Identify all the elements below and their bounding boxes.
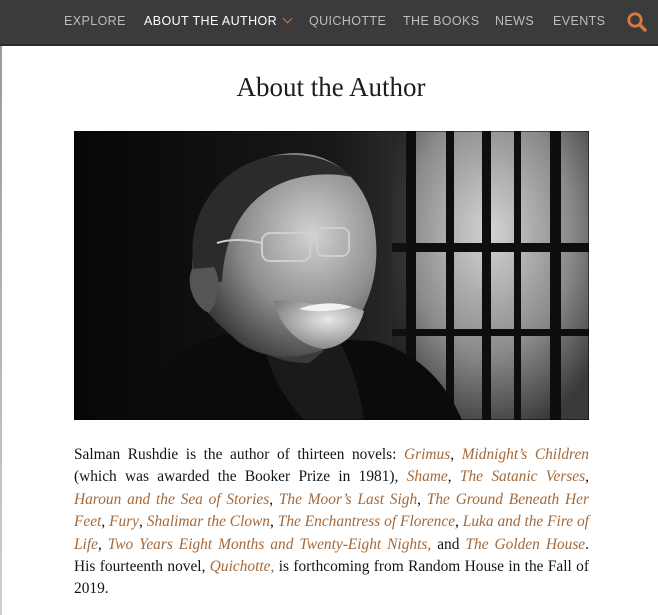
book-link-the-satanic-verses[interactable]: The Satanic Verses — [459, 468, 586, 486]
nav-item-quichotte[interactable]: QUICHOTTE — [309, 14, 387, 28]
book-link-the-golden-house[interactable]: The Golden House — [465, 535, 586, 553]
search-button[interactable] — [625, 10, 651, 34]
book-link-the-moors-last-sigh[interactable]: The Moor’s Last Sigh — [278, 490, 418, 508]
bio-text: Salman Rushdie is the author of thirteen novels: — [74, 446, 405, 463]
bio-text: and — [431, 535, 466, 553]
book-link-haroun-and-the-sea-of-stories[interactable]: Haroun and the Sea of Stories — [74, 490, 270, 508]
bio-text: , — [101, 513, 110, 531]
book-link-luka-and-the-fire-of-life[interactable]: Luka and the Fire of Life — [74, 513, 589, 553]
book-link-two-years-eight-months[interactable]: Two Years Eight Months and Twenty-Eight Nights, — [107, 535, 432, 553]
page-title: About the Author — [236, 72, 426, 102]
nav-item-the-books[interactable]: THE BOOKS — [403, 14, 480, 28]
nav-item-about-the-author[interactable] — [144, 0, 291, 44]
bio-text: is forthcoming from Random House in the Fall of 2019. — [74, 558, 589, 598]
book-link-midnights-children[interactable]: Midnight’s Children — [461, 446, 589, 463]
nav-item-news[interactable]: NEWS — [495, 14, 535, 28]
bio-text: , — [450, 446, 462, 463]
page-left-edge — [0, 46, 2, 615]
nav-item-events[interactable]: EVENTS — [553, 14, 606, 28]
bio-text: , — [270, 513, 278, 531]
bio-text: , — [269, 490, 279, 508]
search-icon — [625, 10, 651, 34]
top-navigation-bar — [0, 0, 658, 46]
author-bio — [74, 444, 589, 601]
book-link-shame[interactable]: Shame — [406, 468, 448, 486]
bio-text: . His fourteenth novel, — [74, 535, 590, 576]
book-link-quichotte[interactable]: Quichotte, — [209, 558, 275, 576]
book-link-the-ground-beneath-her-feet[interactable]: The Ground Beneath Her Feet — [74, 490, 589, 531]
bio-text: , — [447, 468, 460, 486]
author-photo — [74, 131, 589, 420]
bio-text: , — [585, 468, 589, 486]
bio-text: , — [455, 513, 463, 531]
book-link-the-enchantress-of-florence[interactable]: The Enchantress of Florence — [277, 513, 456, 531]
nav-item-about-the-author-label: ABOUT THE AUTHOR — [144, 14, 278, 28]
bio-text: , — [97, 535, 108, 553]
nav-item-explore[interactable]: EXPLORE — [64, 14, 126, 28]
bio-text: (which was awarded the Booker Prize in 1981), — [74, 468, 407, 486]
book-link-fury[interactable]: Fury — [109, 513, 140, 531]
chevron-down-icon — [283, 14, 293, 24]
bio-text: , — [139, 513, 147, 531]
book-link-shalimar-the-clown[interactable]: Shalimar the Clown — [146, 513, 271, 531]
book-link-grimus[interactable]: Grimus — [404, 446, 451, 463]
bio-text: , — [417, 490, 427, 508]
